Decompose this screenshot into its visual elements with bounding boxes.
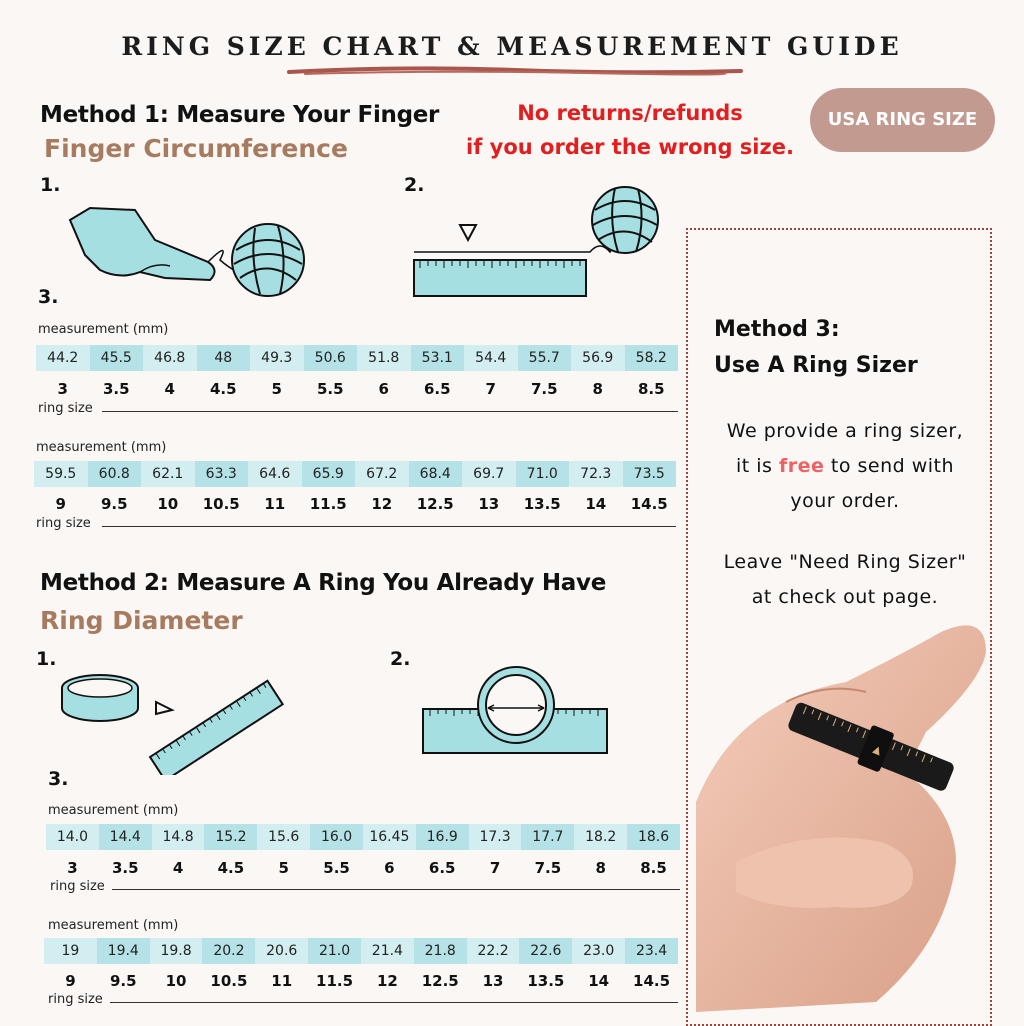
size-cell: 11 [271,972,293,990]
mm-cell: 22.2 [467,938,520,964]
m3-line2-pre: it is [735,455,779,477]
size-cell: 12.5 [416,495,454,513]
size-cell: 3 [57,380,68,398]
mm-cell: 17.3 [469,824,522,850]
ring-size-row-c [46,859,680,877]
size-cell: 12 [376,972,398,990]
size-cell: 10 [165,972,187,990]
size-cell: 8 [592,380,603,398]
size-cell: 5 [278,859,289,877]
warning-line2: if you order the wrong size. [466,135,794,159]
size-cell: 4 [164,380,175,398]
m3-line5: at check out page. [751,586,939,608]
method1-subheading: Finger Circumference [44,134,348,163]
mm-cell: 48 [197,345,251,371]
size-cell: 13 [478,495,500,513]
mm-cell: 19 [44,938,97,964]
size-cell: 3.5 [102,380,130,398]
ring-sizer-photo [696,612,986,1012]
size-cell: 11.5 [316,972,354,990]
method2-subheading: Ring Diameter [40,606,243,635]
size-cell: 8.5 [637,380,665,398]
mm-cell: 23.4 [625,938,678,964]
mm-cell: 67.2 [355,461,409,487]
size-cell: 9.5 [100,495,128,513]
diameter-row-b [44,938,678,964]
size-cell: 4.5 [217,859,245,877]
mm-cell: 16.9 [416,824,469,850]
size-cell: 13 [482,972,504,990]
mm-cell: 19.4 [97,938,150,964]
size-cell: 12 [371,495,393,513]
mm-cell: 18.2 [574,824,627,850]
mm-cell: 53.1 [411,345,465,371]
method3-heading-line2: Use A Ring Sizer [714,353,918,378]
brush-underline [285,64,745,78]
mm-cell: 14.0 [46,824,99,850]
mm-cell: 21.4 [361,938,414,964]
ring-size-row-d [44,972,678,990]
ring-size-row-b [34,495,676,513]
m2-step3-label: 3. [48,768,69,790]
page-title: RING SIZE CHART & MEASUREMENT GUIDE [121,32,903,61]
size-cell: 4 [172,859,184,877]
mm-cell: 73.5 [623,461,677,487]
mm-cell: 72.3 [569,461,623,487]
size-cell: 11 [264,495,286,513]
m3-line3: your order. [790,490,900,512]
mm-cell: 59.5 [34,461,88,487]
mm-cell: 71.0 [516,461,570,487]
size-cell: 6.5 [423,380,451,398]
size-cell: 9 [65,972,76,990]
diameter-row-a [46,824,680,850]
warning-line1: No returns/refunds [517,101,743,125]
method1-heading: Method 1: Measure Your Finger [40,102,440,128]
no-returns-warning [440,96,820,164]
mm-cell: 51.8 [357,345,411,371]
mm-cell: 65.9 [302,461,356,487]
size-cell: 7.5 [530,380,558,398]
free-highlight: free [778,455,825,477]
m3-line4: Leave "Need Ring Sizer" [723,551,967,573]
size-cell: 12.5 [421,972,459,990]
mm-cell: 15.6 [257,824,310,850]
m1-step1-label: 1. [40,174,61,196]
mm-cell: 44.2 [36,345,90,371]
size-cell: 3 [67,859,78,877]
size-cell: 10.5 [210,972,248,990]
measurement-label: measurement (mm) [36,440,167,455]
size-cell: 3.5 [111,859,139,877]
size-cell: 5.5 [316,380,344,398]
measurement-label: measurement (mm) [48,803,179,818]
m2-step1-label: 1. [36,648,57,670]
method2-heading: Method 2: Measure A Ring You Already Have [40,570,607,596]
circumference-row-a [36,345,678,371]
mm-cell: 63.3 [195,461,249,487]
mm-cell: 22.6 [519,938,572,964]
mm-cell: 15.2 [204,824,257,850]
mm-cell: 16.45 [363,824,416,850]
size-cell: 14.5 [630,495,668,513]
m1-step2-label: 2. [404,174,425,196]
m3-line1: We provide a ring sizer, [726,420,964,442]
divider [102,411,678,412]
divider [112,889,680,890]
size-cell: 5 [271,380,282,398]
size-cell: 9 [55,495,66,513]
size-cell: 4.5 [209,380,237,398]
divider [110,1002,678,1003]
circumference-row-b [34,461,676,487]
finger-wrap-illustration [60,200,310,300]
mm-cell: 17.7 [521,824,574,850]
mm-cell: 45.5 [90,345,144,371]
size-cell: 14.5 [633,972,671,990]
size-cell: 7 [485,380,496,398]
mm-cell: 23.0 [572,938,625,964]
size-cell: 9.5 [109,972,137,990]
measurement-label: measurement (mm) [38,322,169,337]
mm-cell: 49.3 [250,345,304,371]
mm-cell: 64.6 [248,461,302,487]
size-cell: 13.5 [527,972,565,990]
mm-cell: 62.1 [141,461,195,487]
mm-cell: 14.4 [99,824,152,850]
ring-on-ruler-illustration [420,664,610,756]
divider [102,526,676,527]
mm-cell: 68.4 [409,461,463,487]
size-cell: 7 [489,859,501,877]
size-cell: 8 [595,859,606,877]
ring-size-row-a [36,380,678,398]
ring-size-label: ring size [38,401,93,416]
mm-cell: 55.7 [518,345,572,371]
m2-step2-label: 2. [390,648,411,670]
size-cell: 14 [588,972,610,990]
measurement-label: measurement (mm) [48,918,179,933]
ring-and-ruler-illustration [60,660,290,775]
size-cell: 6 [384,859,395,877]
m1-step3-label: 3. [38,286,59,308]
size-cell: 10.5 [202,495,240,513]
mm-cell: 58.2 [625,345,679,371]
ruler-string-illustration [410,180,670,300]
ring-size-label: ring size [50,879,105,894]
mm-cell: 16.0 [310,824,363,850]
method3-heading-line1: Method 3: [714,317,840,342]
ring-size-label: ring size [36,516,91,531]
mm-cell: 54.4 [464,345,518,371]
mm-cell: 50.6 [304,345,358,371]
mm-cell: 20.6 [255,938,308,964]
ring-size-label: ring size [48,992,103,1007]
size-cell: 13.5 [523,495,561,513]
mm-cell: 18.6 [627,824,680,850]
size-cell: 10 [157,495,179,513]
mm-cell: 19.8 [150,938,203,964]
usa-ring-size-badge: USA RING SIZE [810,88,995,152]
size-cell: 6 [378,380,389,398]
mm-cell: 60.8 [88,461,142,487]
size-cell: 7.5 [534,859,562,877]
method3-description [700,414,990,615]
size-cell: 11.5 [309,495,347,513]
size-cell: 5.5 [323,859,350,877]
mm-cell: 46.8 [143,345,197,371]
size-cell: 6.5 [428,859,456,877]
mm-cell: 56.9 [571,345,625,371]
mm-cell: 21.8 [414,938,467,964]
mm-cell: 20.2 [202,938,255,964]
mm-cell: 21.0 [308,938,361,964]
size-cell: 8.5 [640,859,667,877]
m3-line2-post: to send with [824,455,955,477]
size-cell: 14 [585,495,607,513]
method3-heading [714,312,918,384]
mm-cell: 14.8 [152,824,205,850]
m3-line2 [700,449,990,484]
mm-cell: 69.7 [462,461,516,487]
